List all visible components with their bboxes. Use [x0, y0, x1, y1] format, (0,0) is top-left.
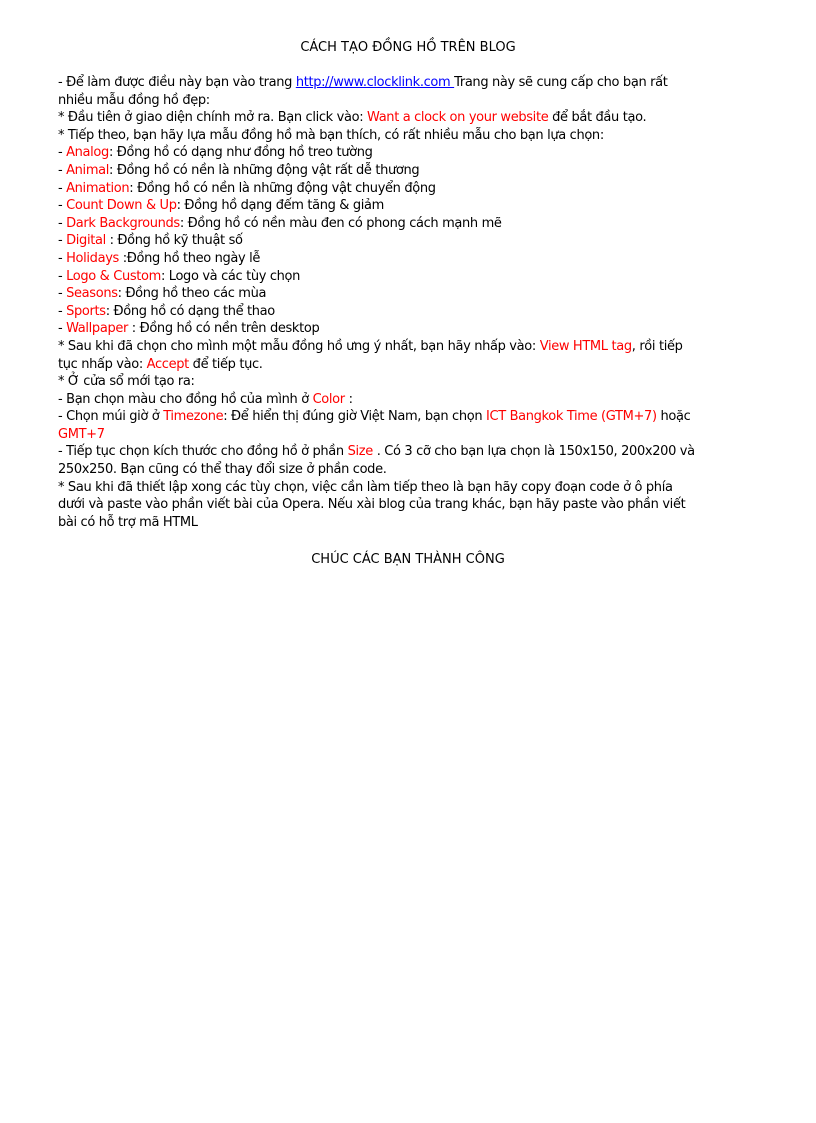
color-highlight: Color — [312, 391, 349, 407]
category-desc: : Đồng hồ có nền là những động vật chuyển động — [129, 180, 436, 196]
step-3 — [58, 338, 758, 356]
category-item: - Seasons: Đồng hồ theo các mùa — [58, 286, 267, 302]
category-item: - Analog: Đồng hồ có dạng như đồng hồ treo tường — [58, 145, 373, 161]
category-name: Wallpaper — [66, 321, 132, 337]
category-name: Dark Backgrounds — [66, 215, 180, 231]
final-step-line-1: * Sau khi đã thiết lập xong các tùy chọn, việc cần làm tiếp theo là bạn hãy copy đoạn code ở ô phía — [58, 479, 673, 495]
step-1 — [58, 109, 758, 127]
category-item: - Count Down & Up: Đồng hồ dạng đếm tăng & giảm — [58, 198, 384, 214]
category-item: - Digital : Đồng hồ kỹ thuật số — [58, 233, 243, 249]
final-step-line-2: dưới và paste vào phần viết bài của Opera. Nếu xài blog của trang khác, bạn hãy paste vào phần viết — [58, 497, 686, 513]
category-item: - Wallpaper : Đồng hồ có nền trên desktop — [58, 321, 320, 337]
step-3-line-2-after: để tiếp tục. — [188, 356, 263, 372]
category-name: Digital — [66, 233, 110, 249]
category-name: Sports — [66, 303, 106, 319]
category-item: - Logo & Custom: Logo và các tùy chọn — [58, 268, 301, 284]
step-2: * Tiếp theo, bạn hãy lựa mẫu đồng hồ mà bạn thích, có rất nhiều mẫu cho bạn lựa chọn: — [58, 127, 604, 143]
step-3-text: * Sau khi đã chọn cho mình một mẫu đồng hồ ưng ý nhất, bạn hãy nhấp vào: — [58, 338, 540, 354]
step-3-text-after: , rồi tiếp — [631, 338, 683, 354]
category-item: - Holidays :Đồng hồ theo ngày lễ — [58, 250, 261, 266]
timezone-highlight: Timezone — [163, 409, 224, 425]
color-line-after: : — [348, 391, 353, 407]
category-desc: :Đồng hồ theo ngày lễ — [122, 250, 261, 266]
category-item: - Dark Backgrounds: Đồng hồ có nền màu đen có phong cách mạnh mẽ — [58, 215, 502, 231]
category-desc: : Đồng hồ có nền màu đen có phong cách mạnh mẽ — [179, 215, 502, 231]
size-highlight: Size — [347, 444, 377, 460]
category-item: - Sports: Đồng hồ có dạng thể thao — [58, 303, 275, 319]
intro-text-after: Trang này sẽ cung cấp cho bạn rất — [454, 75, 668, 90]
category-desc: : Đồng hồ kỹ thuật số — [109, 233, 243, 249]
document-body — [58, 74, 758, 531]
intro-text: - Để làm được điều này bạn vào trang — [58, 75, 296, 90]
accept-highlight: Accept — [146, 356, 189, 372]
timezone-text: - Chọn múi giờ ở — [58, 409, 164, 425]
category-name: Count Down & Up — [66, 198, 177, 214]
final-step-line-3: bài có hỗ trợ mã HTML — [58, 514, 198, 530]
category-desc: : Đồng hồ có nền là những động vật rất dễ thương — [109, 162, 420, 178]
view-html-tag-highlight: View HTML tag — [539, 338, 632, 354]
step-4: * Ở cửa sổ mới tạo ra: — [58, 374, 195, 390]
category-name: Animal — [66, 162, 110, 178]
step-1-text-after: để bắt đầu tạo. — [548, 110, 647, 126]
category-name: Logo & Custom — [66, 268, 161, 284]
timezone-middle-text: : Để hiển thị đúng giờ Việt Nam, bạn chọn — [223, 409, 486, 425]
size-line — [58, 443, 758, 461]
category-name: Seasons — [66, 286, 118, 302]
gmt-highlight: GMT+7 — [58, 426, 105, 442]
timezone-after-text: hoặc — [656, 409, 691, 425]
category-name: Holidays — [66, 250, 123, 266]
category-list — [58, 144, 758, 338]
category-desc: : Logo và các tùy chọn — [160, 268, 301, 284]
category-name: Analog — [66, 145, 109, 161]
category-desc: : Đồng hồ dạng đếm tăng & giảm — [176, 198, 384, 214]
ict-bangkok-highlight: ICT Bangkok Time (GTM+7) — [486, 409, 657, 425]
step-3-line-2 — [58, 356, 758, 374]
intro-line — [58, 74, 758, 92]
timezone-line-2 — [58, 426, 758, 444]
size-text: - Tiếp tục chọn kích thước cho đồng hồ ở phần — [58, 444, 348, 460]
color-line — [58, 391, 758, 409]
step-1-text: * Đầu tiên ở giao diện chính mở ra. Bạn click vào: — [58, 110, 368, 126]
document-title: CÁCH TẠO ĐỒNG HỒ TRÊN BLOG — [300, 40, 516, 55]
size-line-2: 250x250. Bạn cũng có thể thay đổi size ở phần code. — [58, 462, 387, 478]
category-name: Animation — [66, 180, 130, 196]
want-clock-highlight: Want a clock on your website — [367, 110, 549, 126]
size-after-text: . Có 3 cỡ cho bạn lựa chọn là 150x150, 200x200 và — [376, 444, 695, 460]
color-line-text: - Bạn chọn màu cho đồng hồ của mình ở — [58, 391, 313, 407]
category-desc: : Đồng hồ theo các mùa — [117, 286, 267, 302]
category-desc: : Đồng hồ có dạng thể thao — [105, 303, 275, 319]
category-item: - Animal: Đồng hồ có nền là những động vật rất dễ thương — [58, 162, 420, 178]
category-desc: : Đồng hồ có nền trên desktop — [131, 321, 320, 337]
timezone-line — [58, 408, 758, 426]
intro-line-2: nhiều mẫu đồng hồ đẹp: — [58, 92, 210, 108]
closing-message: CHÚC CÁC BẠN THÀNH CÔNG — [311, 552, 505, 567]
category-desc: : Đồng hồ có dạng như đồng hồ treo tường — [108, 145, 373, 161]
clocklink-link[interactable]: http://www.clocklink.com — [295, 75, 455, 90]
category-item: - Animation: Đồng hồ có nền là những động vật chuyển động — [58, 180, 436, 196]
step-3-line-2-text: tục nhấp vào: — [58, 356, 147, 372]
